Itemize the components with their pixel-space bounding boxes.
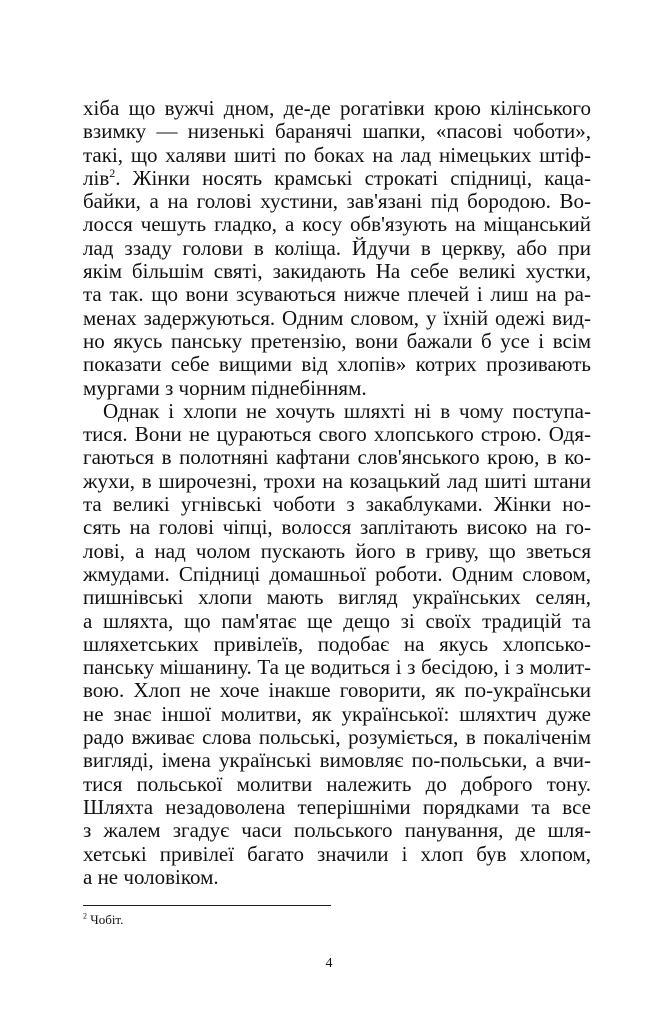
text-line: з жалем згадує часи польського панування, де шля- <box>83 819 591 843</box>
text-line: Однак і хлопи не хочуть шляхті ні в чому поступа- <box>103 399 591 423</box>
text-fragment: лів <box>83 166 110 190</box>
text-line: лові, а над чолом пускають його в гриву, що зветься <box>83 539 591 563</box>
text-line: показати себе вищими від хлопів» котрих прозивають <box>83 353 591 377</box>
text-line: менах задержуються. Одним словом, у їхній одежі вид- <box>83 306 591 330</box>
page-number: 4 <box>325 956 333 971</box>
text-line: радо вживає слова польські, розуміється, в покаліченім <box>83 726 591 750</box>
text-fragment: . Жінки носять крамські строкаті спідниці, каца- <box>115 166 591 190</box>
text-line: хіба що вужчі дном, де-де рогатівки крою кілінського <box>83 97 591 120</box>
text-line: а шляхта, що пам'ятає ще дещо зі своїх традицій та <box>83 609 591 633</box>
text-line: жухи, в широчезні, трохи на козацький лад шиті штани <box>83 469 591 493</box>
text-line: взимку — низенькі баранячі шапки, «пасові чоботи», <box>83 120 591 144</box>
body-text <box>83 97 591 889</box>
text-line: тися польської молитви належить до доброго тону. <box>83 772 591 796</box>
text-line: мургами з чорним піднебінням. <box>83 376 367 400</box>
text-line: сять на голові чіпці, волосся заплітають високо на го- <box>83 516 591 540</box>
text-line: лосся чешуть гладко, а косу обв'язують на міщанський <box>83 213 591 237</box>
text-line: та великі угнівські чоботи з закаблуками. Жінки но- <box>83 493 591 517</box>
footnote-divider <box>83 905 331 906</box>
text-line: лад ззаду голови в коліща. Йдучи в церкву, або при <box>83 236 591 260</box>
footnote-reference[interactable]: 2 <box>109 166 116 180</box>
text-line: байки, а на голові хустини, зав'язані під бородою. Во- <box>83 190 591 214</box>
text-line: такі, що халяви шиті по боках на лад німецьких штіф- <box>83 143 591 167</box>
text-line: вигляді, імена українські вимовляє по-польськи, а вчи- <box>83 749 591 773</box>
text-line: Шляхта незадоволена теперішніми порядками та все <box>83 795 591 819</box>
footnote <box>83 912 123 928</box>
paragraph-1 <box>83 97 591 400</box>
text-line: якім більшім святі, закидають На себе великі хустки, <box>83 260 591 284</box>
text-line: жмудами. Спідниці домашньої роботи. Одним словом, <box>83 562 591 586</box>
text-line: а не чоловіком. <box>83 865 219 889</box>
text-line-with-footnote <box>83 167 591 190</box>
text-line: но якусь панську претензію, вони бажали б усе і всім <box>83 329 591 353</box>
text-line: вою. Хлоп не хоче інакше говорити, як по-українськи <box>83 679 591 703</box>
text-line: пишнівські хлопи мають вигляд українських селян, <box>83 586 591 610</box>
text-line: гаються в полотняні кафтани слов'янського крою, в ко- <box>83 446 591 470</box>
footnote-text: Чобіт. <box>90 912 124 927</box>
paragraph-2 <box>83 400 591 889</box>
text-line: хетські привілеї багато значили і хлоп був хлопом, <box>83 842 591 866</box>
text-line: та так. що вони зсуваються нижче плечей і лиш на ра- <box>83 283 591 307</box>
text-line: не знає іншої молитви, як української: шляхтич дуже <box>83 702 591 726</box>
footnote-marker: 2 <box>83 911 87 921</box>
text-line: панську мішанину. Та це водиться і з бесідою, і з молит- <box>83 656 591 680</box>
text-line: тися. Вони не цураються свого хлопського строю. Одя- <box>83 423 591 447</box>
text-line: шляхетських привілеїв, подобає на якусь хлопсько- <box>83 632 591 656</box>
